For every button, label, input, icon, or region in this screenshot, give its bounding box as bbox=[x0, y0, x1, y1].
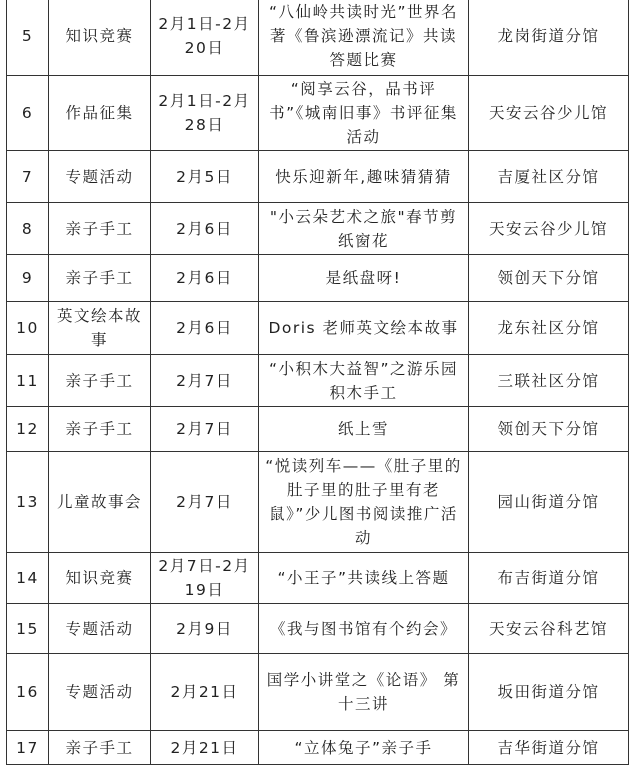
event-type: 英文绘本故事 bbox=[49, 302, 151, 355]
event-type: 亲子手工 bbox=[49, 731, 151, 765]
table-row bbox=[7, 407, 629, 452]
row-number: 11 bbox=[7, 355, 49, 407]
event-title: “小王子”共读线上答题 bbox=[259, 553, 469, 604]
event-title: "小云朵艺术之旅"春节剪纸窗花 bbox=[259, 203, 469, 255]
row-number: 17 bbox=[7, 731, 49, 765]
event-date: 2月21日 bbox=[151, 654, 259, 731]
event-table bbox=[6, 0, 629, 765]
event-date: 2月1日-2月28日 bbox=[151, 76, 259, 151]
event-venue: 天安云谷少儿馆 bbox=[469, 76, 629, 151]
table-row bbox=[7, 151, 629, 203]
table-row bbox=[7, 654, 629, 731]
event-venue: 园山街道分馆 bbox=[469, 452, 629, 553]
event-date: 2月7日-2月19日 bbox=[151, 553, 259, 604]
event-title: 纸上雪 bbox=[259, 407, 469, 452]
table-row bbox=[7, 553, 629, 604]
table-row bbox=[7, 76, 629, 151]
event-venue: 天安云谷少儿馆 bbox=[469, 203, 629, 255]
row-number: 8 bbox=[7, 203, 49, 255]
table-row bbox=[7, 604, 629, 654]
row-number: 5 bbox=[7, 0, 49, 76]
row-number: 16 bbox=[7, 654, 49, 731]
row-number: 6 bbox=[7, 76, 49, 151]
event-type: 儿童故事会 bbox=[49, 452, 151, 553]
table-row bbox=[7, 255, 629, 302]
event-date: 2月7日 bbox=[151, 355, 259, 407]
table-row bbox=[7, 731, 629, 765]
event-date: 2月21日 bbox=[151, 731, 259, 765]
event-title: “悦读列车——《肚子里的肚子里的肚子里有老鼠》”少儿图书阅读推广活动 bbox=[259, 452, 469, 553]
event-date: 2月7日 bbox=[151, 452, 259, 553]
event-type: 亲子手工 bbox=[49, 407, 151, 452]
event-type: 专题活动 bbox=[49, 654, 151, 731]
row-number: 10 bbox=[7, 302, 49, 355]
event-title: 国学小讲堂之《论语》 第十三讲 bbox=[259, 654, 469, 731]
table-row bbox=[7, 203, 629, 255]
event-venue: 龙岗街道分馆 bbox=[469, 0, 629, 76]
event-type: 亲子手工 bbox=[49, 203, 151, 255]
table-row bbox=[7, 302, 629, 355]
event-venue: 坂田街道分馆 bbox=[469, 654, 629, 731]
event-title: Doris 老师英文绘本故事 bbox=[259, 302, 469, 355]
event-venue: 领创天下分馆 bbox=[469, 255, 629, 302]
event-date: 2月6日 bbox=[151, 255, 259, 302]
event-title: “小积木大益智”之游乐园积木手工 bbox=[259, 355, 469, 407]
row-number: 9 bbox=[7, 255, 49, 302]
event-date: 2月6日 bbox=[151, 302, 259, 355]
table-row bbox=[7, 452, 629, 553]
event-title: “立体兔子”亲子手 bbox=[259, 731, 469, 765]
event-type: 亲子手工 bbox=[49, 355, 151, 407]
event-date: 2月5日 bbox=[151, 151, 259, 203]
event-venue: 龙东社区分馆 bbox=[469, 302, 629, 355]
event-type: 作品征集 bbox=[49, 76, 151, 151]
event-type: 专题活动 bbox=[49, 151, 151, 203]
row-number: 14 bbox=[7, 553, 49, 604]
event-type: 亲子手工 bbox=[49, 255, 151, 302]
event-type: 知识竞赛 bbox=[49, 553, 151, 604]
event-type: 知识竞赛 bbox=[49, 0, 151, 76]
event-venue: 三联社区分馆 bbox=[469, 355, 629, 407]
row-number: 13 bbox=[7, 452, 49, 553]
row-number: 7 bbox=[7, 151, 49, 203]
event-title: 快乐迎新年,趣味猜猜猜 bbox=[259, 151, 469, 203]
event-title: 是纸盘呀! bbox=[259, 255, 469, 302]
row-number: 12 bbox=[7, 407, 49, 452]
event-title: “八仙岭共读时光”世界名著《鲁滨逊漂流记》共读答题比赛 bbox=[259, 0, 469, 76]
event-venue: 领创天下分馆 bbox=[469, 407, 629, 452]
event-venue: 天安云谷科艺馆 bbox=[469, 604, 629, 654]
event-date: 2月9日 bbox=[151, 604, 259, 654]
event-date: 2月7日 bbox=[151, 407, 259, 452]
event-type: 专题活动 bbox=[49, 604, 151, 654]
event-venue: 吉华街道分馆 bbox=[469, 731, 629, 765]
event-title: 《我与图书馆有个约会》 bbox=[259, 604, 469, 654]
table-row bbox=[7, 355, 629, 407]
event-venue: 吉厦社区分馆 bbox=[469, 151, 629, 203]
event-title: “阅享云谷，品书评书”《城南旧事》书评征集活动 bbox=[259, 76, 469, 151]
event-date: 2月6日 bbox=[151, 203, 259, 255]
table-row bbox=[7, 0, 629, 76]
event-venue: 布吉街道分馆 bbox=[469, 553, 629, 604]
row-number: 15 bbox=[7, 604, 49, 654]
event-date: 2月1日-2月20日 bbox=[151, 0, 259, 76]
